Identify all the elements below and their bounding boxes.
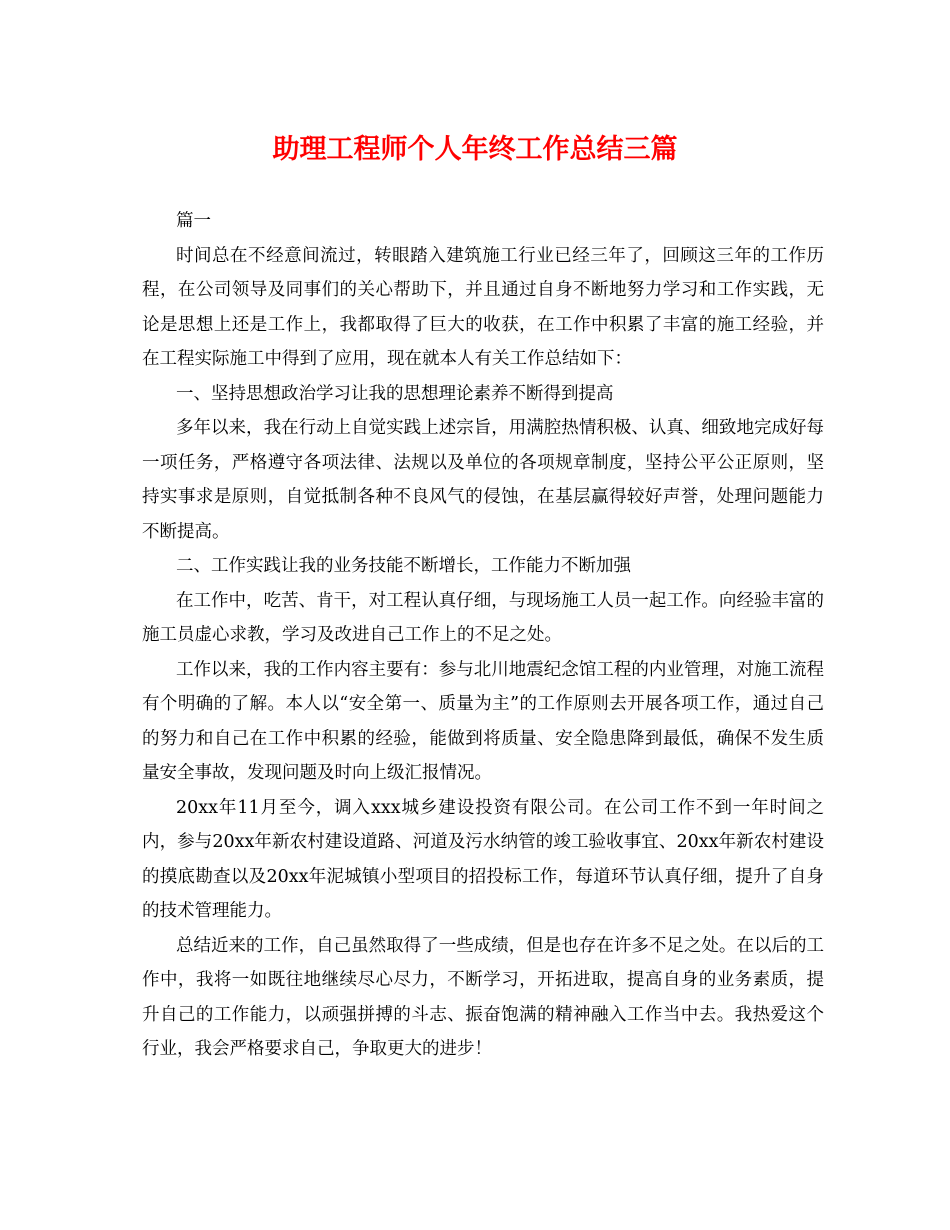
document-title: 助理工程师个人年终工作总结三篇 — [272, 134, 678, 165]
heading-political-study: 一、坚持思想政治学习让我的思想理论素养不断得到提高 — [176, 383, 614, 404]
section-label: 篇一 — [176, 211, 211, 231]
paragraph-intro: 时间总在不经意间流过，转眼踏入建筑施工行业已经三年了，回顾这三年的工作历程，在公司领导及同事们的关心帮助下，并且通过自身不断地努力学习和工作实践，无论是思想上还是工作上，我都取得了巨大的收获，在工作中积累了丰富的施工经验，并在工程实际施工中得到了应用，现在就本人有关工作总结如下： — [142, 245, 824, 369]
paragraph-political-study: 多年以来，我在行动上自觉实践上述宗旨，用满腔热情积极、认真、细致地完成好每一项任务，严格遵守各项法律、法规以及单位的各项规章制度，坚持公平公正原则，坚持实事求是原则，自觉抵制各种不良风气的侵蚀，在基层赢得较好声誉，处理问题能力不断提高。 — [142, 418, 824, 542]
paragraph-company-transfer: 20xx年11月至今，调入xxx城乡建设投资有限公司。在公司工作不到一年时间之内，参与20xx年新农村建设道路、河道及污水纳管的竣工验收事宜、20xx年新农村建设的摸底勘查以及20xx年泥城镇小型项目的招投标工作，每道环节认真仔细，提升了自身的技术管理能力。 — [142, 797, 824, 921]
paragraph-conclusion: 总结近来的工作，自己虽然取得了一些成绩，但是也存在许多不足之处。在以后的工作中，我将一如既往地继续尽心尽力，不断学习，开拓进取，提高自身的业务素质，提升自己的工作能力，以顽强拼搏的斗志、振奋饱满的精神融入工作当中去。我热爱这个行业，我会严格要求自己，争取更大的进步！ — [142, 935, 824, 1059]
paragraph-work-attitude: 在工作中，吃苦、肯干，对工程认真仔细，与现场施工人员一起工作。向经验丰富的施工员虚心求教，学习及改进自己工作上的不足之处。 — [142, 590, 824, 645]
heading-work-practice: 二、工作实践让我的业务技能不断增长，工作能力不断加强 — [176, 556, 631, 576]
paragraph-work-content: 工作以来，我的工作内容主要有：参与北川地震纪念馆工程的内业管理，对施工流程有个明确的了解。本人以“安全第一、质量为主”的工作原则去开展各项工作，通过自己的努力和自己在工作中积累的经验，能做到将质量、安全隐患降到最低，确保不发生质量安全事故，发现问题及时向上级汇报情况。 — [142, 659, 824, 783]
document-body — [142, 204, 824, 1067]
